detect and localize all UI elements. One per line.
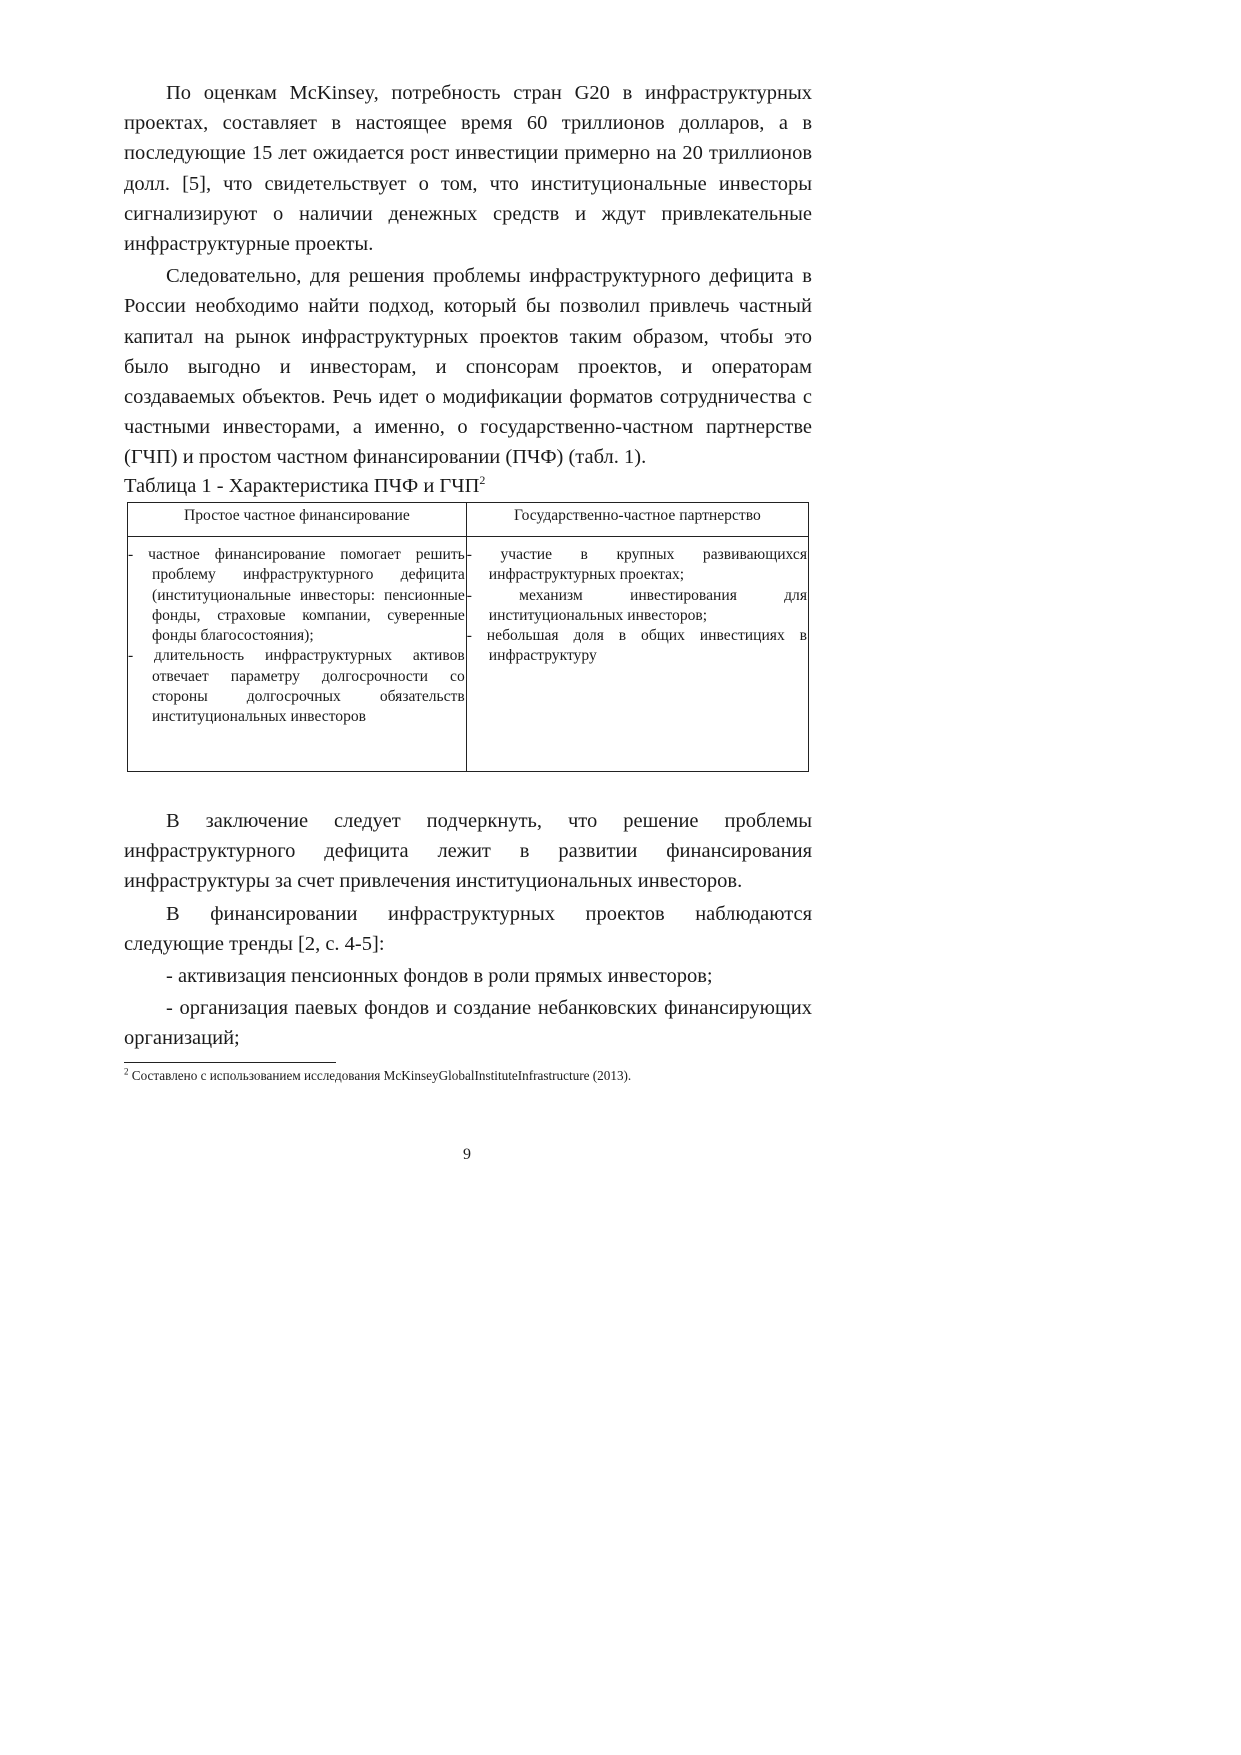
gchp-item-1: - участие в крупных развивающихся инфраструктурных проектах; xyxy=(466,545,807,584)
page-number: 9 xyxy=(463,1146,471,1163)
table-header-gchp: Государственно-частное партнерство xyxy=(466,502,808,536)
document-page xyxy=(124,78,812,1085)
conclusion-section xyxy=(124,806,812,1054)
gchp-item-2: - механизм инвестирования для институциональных инвесторов; xyxy=(466,586,807,624)
trend-item-pension-funds: - активизация пенсионных фондов в роли прямых инвесторов; xyxy=(166,964,713,987)
pchf-item-2: - длительность инфраструктурных активов отвечает параметру долгосрочности со стороны долгосрочных обязательств институциональных инвесторов xyxy=(128,647,465,726)
table-caption-text: Таблица 1 - Характеристика ПЧФ и ГЧП xyxy=(124,474,480,497)
comparison-table xyxy=(127,502,809,772)
paragraph-conclusion: В заключение следует подчеркнуть, что решение проблемы инфраструктурного дефицита лежит в развитии финансирования инфраструктуры за счет привлечения институциональных инвесторов. xyxy=(124,809,812,893)
gchp-item-3: - небольшая доля в общих инвестициях в инфраструктуру xyxy=(466,627,807,665)
footnote-divider xyxy=(124,1062,336,1063)
paragraph-trends: В финансировании инфраструктурных проектов наблюдаются следующие тренды [2, с. 4-5]: xyxy=(124,902,812,955)
table-cell-pchf xyxy=(128,536,467,771)
table-caption-footnote-mark: 2 xyxy=(479,472,486,487)
paragraph-consequently: Следовательно, для решения проблемы инфраструктурного дефицита в России необходимо найти подход, который бы позволил привлечь частный капитал на рынок инфраструктурных проектов таким образом, чтобы это было выгодно и инвесторам, и спонсорам проектов, и операторам создаваемых объектов. Речь идет о модификации форматов сотрудничества с частными инвесторами, а именно, о государственно-частном партнерстве (ГЧП) и простом частном финансировании (ПЧФ) (табл. 1). xyxy=(124,265,812,469)
paragraph-mckinsey: По оценкам McKinsey, потребность стран G20 в инфраструктурных проектах, составляет в настоящее время 60 триллионов долларов, а в последующие 15 лет ожидается рост инвестиции примерно на 20 триллионов долл. [5], что свидетельствует о том, что институциональные инвесторы сигнализируют о наличии денежных средств и ждут привлекательные инфраструктурные проекты. xyxy=(124,82,812,256)
table-row xyxy=(128,536,809,771)
footnote-mark: 2 xyxy=(124,1066,129,1077)
trend-item-mutual-funds: - организация паевых фондов и создание небанковских финансирующих организаций; xyxy=(124,997,812,1050)
table-header-row xyxy=(128,502,809,536)
table-cell-gchp xyxy=(466,536,808,771)
table-header-pchf: Простое частное финансирование xyxy=(128,502,467,536)
pchf-item-1: - частное финансирование помогает решить проблему инфраструктурного дефицита (институциональные инвесторы: пенсионные фонды, страховые компании, суверенные фонды благосостояния); xyxy=(128,545,465,645)
footnote xyxy=(124,1067,812,1085)
footnote-text: Составлено с использованием исследования McKinseyGlobalInstituteInfrastructure (2013). xyxy=(128,1067,632,1083)
table-caption xyxy=(124,473,812,499)
